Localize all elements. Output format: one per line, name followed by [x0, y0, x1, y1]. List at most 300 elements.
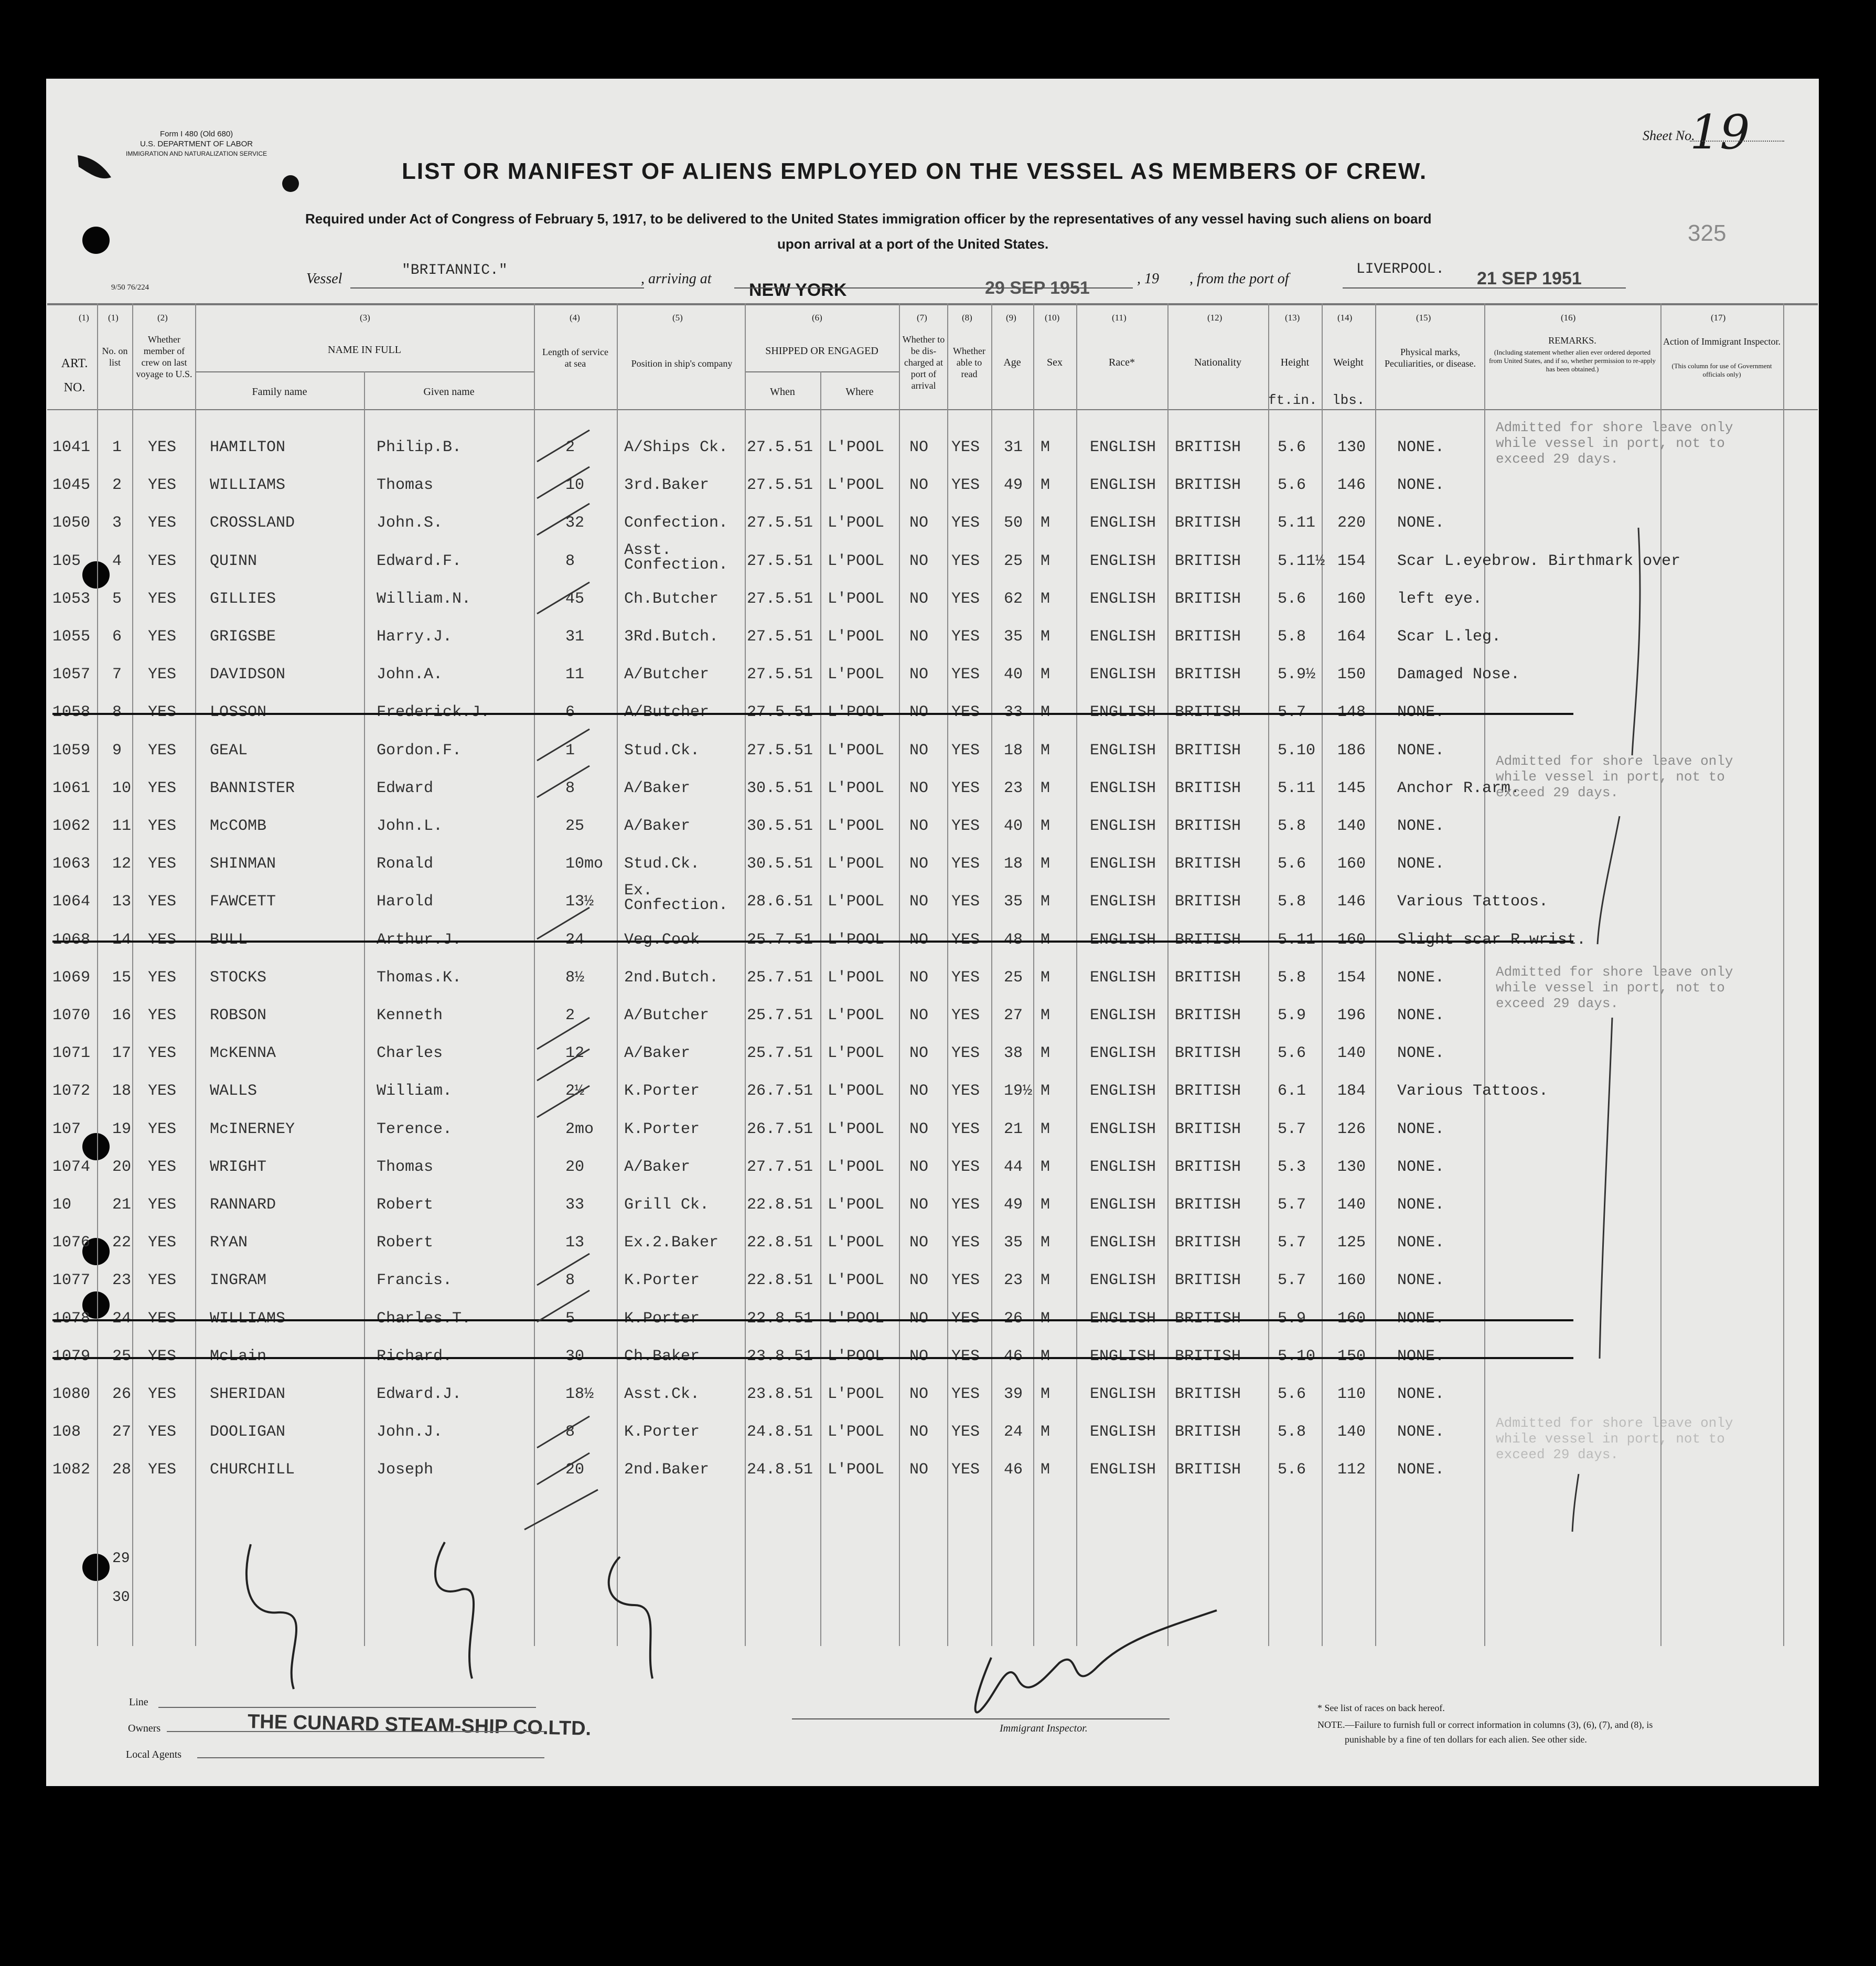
- cell-service-length: 8½: [565, 968, 585, 987]
- department-name: U.S. DEPARTMENT OF LABOR: [140, 140, 253, 148]
- cell-age: 40: [1004, 817, 1023, 835]
- cell-art-number: 1062: [52, 817, 91, 835]
- cell-height: 5.6: [1278, 1461, 1306, 1479]
- stamp-number: 325: [1688, 220, 1727, 246]
- header-shipped-engaged: SHIPPED OR ENGAGED: [765, 345, 878, 357]
- cell-able-to-read: YES: [951, 1158, 980, 1176]
- cell-position: Ex. Confection.: [624, 882, 728, 915]
- cell-weight: 150: [1337, 666, 1366, 684]
- cell-position: K.Porter: [624, 1082, 700, 1100]
- cell-shipped-when: 27.5.51: [747, 628, 813, 646]
- cell-age: 23: [1004, 779, 1023, 797]
- cell-able-to-read: YES: [951, 703, 980, 722]
- cell-family-name: CROSSLAND: [210, 514, 295, 532]
- ditto-pencil-line: [1572, 1474, 1579, 1532]
- cell-shipped-where: L'POOL: [828, 1158, 885, 1176]
- cell-nationality: BRITISH: [1175, 1158, 1241, 1176]
- cell-physical-marks: NONE.: [1397, 855, 1445, 873]
- cell-service-length: 13: [565, 1234, 585, 1252]
- cell-discharged: NO: [909, 1120, 929, 1138]
- cell-shipped-when: 22.8.51: [747, 1272, 813, 1290]
- header-age: Age: [1003, 357, 1021, 368]
- cell-shipped-where: L'POOL: [828, 893, 885, 911]
- cell-discharged: NO: [909, 817, 929, 835]
- cell-discharged: NO: [909, 476, 929, 495]
- cell-crew-before: YES: [148, 1423, 177, 1441]
- cell-given-name: Robert: [377, 1234, 434, 1252]
- header-action-inspector: Action of Immigrant Inspector.: [1663, 336, 1781, 347]
- cell-shipped-where: L'POOL: [828, 741, 885, 760]
- cell-race: ENGLISH: [1090, 1309, 1156, 1328]
- cell-age: 23: [1004, 1272, 1023, 1290]
- cell-given-name: William.N.: [377, 590, 471, 608]
- cell-art-number: 1068: [52, 931, 91, 949]
- cell-race: ENGLISH: [1090, 1007, 1156, 1024]
- vessel-name: "BRITANNIC.": [402, 262, 508, 279]
- cell-service-length: 45: [565, 590, 585, 608]
- squiggle-mark: [246, 1544, 296, 1689]
- cell-family-name: LOSSON: [210, 703, 267, 722]
- cell-shipped-when: 22.8.51: [747, 1234, 813, 1252]
- cell-sex: M: [1041, 703, 1050, 722]
- cell-shipped-where: L'POOL: [828, 1120, 885, 1138]
- header-able-to-read: Whether able to read: [953, 346, 985, 379]
- cell-shipped-when: 27.5.51: [747, 514, 813, 532]
- cell-position: 3rd.Baker: [624, 476, 710, 495]
- cell-service-length: 20: [565, 1461, 585, 1479]
- cell-family-name: RANNARD: [210, 1196, 276, 1214]
- cell-height: 5.10: [1278, 741, 1316, 760]
- cell-physical-marks: NONE.: [1397, 1347, 1445, 1365]
- cell-shipped-where: L'POOL: [828, 1309, 885, 1328]
- cell-crew-before: YES: [148, 817, 177, 835]
- cell-age: 50: [1004, 514, 1023, 532]
- cell-physical-marks: NONE.: [1397, 817, 1445, 835]
- cell-race: ENGLISH: [1090, 1234, 1156, 1252]
- cell-list-number: 21: [112, 1196, 132, 1214]
- cell-family-name: McLain: [210, 1347, 267, 1365]
- cell-nationality: BRITISH: [1175, 1461, 1241, 1479]
- cell-sex: M: [1041, 439, 1050, 456]
- header-height-unit: ft.in.: [1268, 392, 1317, 408]
- cell-given-name: Charles.T.: [377, 1309, 471, 1328]
- cell-physical-marks: NONE.: [1397, 514, 1445, 532]
- cell-discharged: NO: [909, 1309, 929, 1328]
- cell-family-name: ROBSON: [210, 1007, 267, 1024]
- cell-nationality: BRITISH: [1175, 1423, 1241, 1441]
- cell-nationality: BRITISH: [1175, 1309, 1241, 1328]
- sheet-number: 19: [1690, 105, 1750, 160]
- cell-age: 44: [1004, 1158, 1023, 1176]
- cell-shipped-where: L'POOL: [828, 1082, 885, 1100]
- cell-weight: 112: [1337, 1461, 1366, 1479]
- cell-given-name: Thomas: [377, 1158, 434, 1176]
- ditto-pencil-line: [1598, 816, 1620, 944]
- cell-nationality: BRITISH: [1175, 628, 1241, 646]
- cell-list-number: 18: [112, 1082, 132, 1100]
- cell-crew-before: YES: [148, 439, 177, 456]
- cell-given-name: Kenneth: [377, 1007, 443, 1024]
- cell-position: Grill Ck.: [624, 1196, 710, 1214]
- cell-height: 5.10: [1278, 1347, 1316, 1365]
- cell-race: ENGLISH: [1090, 1272, 1156, 1290]
- cell-service-length: 1: [565, 741, 575, 760]
- cell-height: 5.6: [1278, 855, 1306, 873]
- cell-able-to-read: YES: [951, 1082, 980, 1100]
- cell-service-length: 30: [565, 1347, 585, 1365]
- remark-stamp: Admitted for shore leave only while vessel in port, not to exceed 29 days.: [1496, 1415, 1733, 1462]
- cell-shipped-where: L'POOL: [828, 1385, 885, 1403]
- cell-height: 5.11: [1278, 514, 1316, 532]
- cell-height: 6.1: [1278, 1082, 1306, 1100]
- cell-able-to-read: YES: [951, 514, 980, 532]
- cell-physical-marks: NONE.: [1397, 1423, 1445, 1441]
- header-position: Position in ship's company: [631, 358, 733, 369]
- footnote-penalty: NOTE.—Failure to furnish full or correct information in columns (3), (6), (7), and (8), is: [1317, 1719, 1653, 1730]
- header-art-num: (1): [79, 313, 89, 323]
- cell-physical-marks: Damaged Nose.: [1397, 666, 1520, 684]
- cell-art-number: 107: [52, 1120, 81, 1138]
- cell-given-name: John.A.: [377, 666, 443, 684]
- cell-shipped-when: 30.5.51: [747, 779, 813, 797]
- cell-weight: 140: [1337, 1423, 1366, 1441]
- service-tick: [537, 1049, 589, 1081]
- cell-crew-before: YES: [148, 1272, 177, 1290]
- cell-weight: 126: [1337, 1120, 1366, 1138]
- cell-able-to-read: YES: [951, 741, 980, 760]
- header-shipped-num: (6): [812, 313, 822, 323]
- cell-position: 2nd.Butch.: [624, 968, 719, 987]
- header-crew-last-voyage: Whether member of crew on last voyage to U.S.: [136, 334, 192, 379]
- cell-age: 62: [1004, 590, 1023, 608]
- cell-crew-before: YES: [148, 1234, 177, 1252]
- cell-nationality: BRITISH: [1175, 1385, 1241, 1403]
- footer-agents-rule: [197, 1757, 544, 1758]
- cell-given-name: Edward.F.: [377, 552, 462, 570]
- inspector-rule: [792, 1718, 1170, 1719]
- cell-sex: M: [1041, 779, 1050, 797]
- cell-family-name: BANNISTER: [210, 779, 295, 797]
- cell-discharged: NO: [909, 514, 929, 532]
- cell-able-to-read: YES: [951, 968, 980, 987]
- cell-discharged: NO: [909, 1272, 929, 1290]
- cell-list-number: 5: [112, 590, 122, 608]
- cell-art-number: 1045: [52, 476, 91, 495]
- cell-sex: M: [1041, 514, 1050, 532]
- cell-nationality: BRITISH: [1175, 855, 1241, 873]
- cell-age: 46: [1004, 1461, 1023, 1479]
- cell-nationality: BRITISH: [1175, 590, 1241, 608]
- cell-race: ENGLISH: [1090, 590, 1156, 608]
- cell-shipped-where: L'POOL: [828, 779, 885, 797]
- cell-sex: M: [1041, 1272, 1050, 1290]
- departure-port: LIVERPOOL.: [1356, 261, 1445, 277]
- cell-family-name: WALLS: [210, 1082, 258, 1100]
- cell-art-number: 105: [52, 552, 81, 570]
- cell-position: Ch.Baker: [624, 1347, 700, 1365]
- cell-age: 31: [1004, 439, 1023, 456]
- cell-discharged: NO: [909, 1044, 929, 1063]
- cell-race: ENGLISH: [1090, 855, 1156, 873]
- cell-crew-before: YES: [148, 552, 177, 570]
- cell-service-length: 8: [565, 1423, 575, 1441]
- cell-height: 5.7: [1278, 703, 1306, 722]
- cell-race: ENGLISH: [1090, 476, 1156, 495]
- arrival-date: 29 SEP 1951: [985, 278, 1090, 298]
- cell-able-to-read: YES: [951, 1385, 980, 1403]
- service-tick: [537, 1290, 589, 1322]
- cell-shipped-where: L'POOL: [828, 1461, 885, 1479]
- cell-age: 38: [1004, 1044, 1023, 1063]
- cell-list-number: 23: [112, 1272, 132, 1290]
- cell-height: 5.7: [1278, 1196, 1306, 1214]
- cell-sex: M: [1041, 968, 1050, 987]
- cell-physical-marks: NONE.: [1397, 1158, 1445, 1176]
- cell-given-name: William.: [377, 1082, 453, 1100]
- cell-position: 3Rd.Butch.: [624, 628, 719, 646]
- header-physical-marks: Physical marks, Peculiarities, or disease.: [1385, 347, 1476, 369]
- cell-list-number: 10: [112, 779, 132, 797]
- cell-age: 39: [1004, 1385, 1023, 1403]
- cell-service-length: 5: [565, 1309, 575, 1328]
- cell-shipped-where: L'POOL: [828, 968, 885, 987]
- cell-weight: 125: [1337, 1234, 1366, 1252]
- cell-weight: 110: [1337, 1385, 1366, 1403]
- cell-physical-marks: NONE.: [1397, 1234, 1445, 1252]
- cell-list-number: 8: [112, 703, 122, 722]
- cell-race: ENGLISH: [1090, 1158, 1156, 1176]
- cell-position: K.Porter: [624, 1272, 700, 1290]
- cell-shipped-when: 25.7.51: [747, 931, 813, 949]
- cell-weight: 184: [1337, 1082, 1366, 1100]
- cell-list-number: 15: [112, 968, 132, 987]
- cell-sex: M: [1041, 1309, 1050, 1328]
- cell-physical-marks: NONE.: [1397, 1461, 1445, 1479]
- cell-height: 5.8: [1278, 968, 1306, 987]
- cell-shipped-where: L'POOL: [828, 1234, 885, 1252]
- cell-position: Confection.: [624, 514, 728, 532]
- cell-art-number: 1055: [52, 628, 91, 646]
- cell-sex: M: [1041, 855, 1050, 873]
- cell-sex: M: [1041, 1158, 1050, 1176]
- cell-position: K.Porter: [624, 1120, 700, 1138]
- header-discharged: Whether to be dis-charged at port of arrival: [902, 334, 945, 391]
- cell-able-to-read: YES: [951, 1272, 980, 1290]
- cell-height: 5.3: [1278, 1158, 1306, 1176]
- cell-service-length: 11: [565, 666, 585, 684]
- cell-given-name: Terence.: [377, 1120, 453, 1138]
- service-tick: [537, 467, 589, 498]
- cell-discharged: NO: [909, 1234, 929, 1252]
- cell-race: ENGLISH: [1090, 893, 1156, 911]
- cell-able-to-read: YES: [951, 1234, 980, 1252]
- cell-crew-before: YES: [148, 1347, 177, 1365]
- cell-discharged: NO: [909, 931, 929, 949]
- cell-art-number: 1074: [52, 1158, 91, 1176]
- cell-position: A/Baker: [624, 779, 691, 797]
- cell-height: 5.8: [1278, 1423, 1306, 1441]
- header-age-num: (9): [1006, 313, 1016, 323]
- cell-sex: M: [1041, 1385, 1050, 1403]
- service-tick: [537, 582, 589, 614]
- cell-crew-before: YES: [148, 893, 177, 911]
- inkblot-mark: [282, 175, 299, 192]
- squiggle-mark: [435, 1542, 474, 1679]
- cell-sex: M: [1041, 1120, 1050, 1138]
- vessel-label: Vessel: [306, 271, 342, 287]
- cell-list-number: 20: [112, 1158, 132, 1176]
- cell-service-length: 25: [565, 817, 585, 835]
- cell-able-to-read: YES: [951, 1120, 980, 1138]
- cell-sex: M: [1041, 1423, 1050, 1441]
- cell-position: K.Porter: [624, 1423, 700, 1441]
- cell-crew-before: YES: [148, 1461, 177, 1479]
- service-tick: [537, 504, 589, 535]
- cell-able-to-read: YES: [951, 893, 980, 911]
- cell-weight: 154: [1337, 552, 1366, 570]
- cell-able-to-read: YES: [951, 1044, 980, 1063]
- cell-list-number: 24: [112, 1309, 132, 1328]
- cell-family-name: WRIGHT: [210, 1158, 267, 1176]
- cell-sex: M: [1041, 552, 1050, 570]
- cell-art-number: 10: [52, 1196, 72, 1214]
- ditto-pencil-line: [1600, 1018, 1612, 1359]
- cell-list-number: 14: [112, 931, 132, 949]
- cell-art-number: 1061: [52, 779, 91, 797]
- cell-age: 33: [1004, 703, 1023, 722]
- cell-shipped-when: 27.5.51: [747, 552, 813, 570]
- subtitle-line1: Required under Act of Congress of February 5, 1917, to be delivered to the United States immigration officer by the representatives of any vessel having such aliens on board: [305, 211, 1432, 227]
- cell-art-number: 1078: [52, 1309, 91, 1328]
- from-label: , from the port of: [1189, 271, 1289, 287]
- cell-shipped-when: 26.7.51: [747, 1120, 813, 1138]
- cell-crew-before: YES: [148, 931, 177, 949]
- cell-race: ENGLISH: [1090, 514, 1156, 532]
- header-service-length: Length of service at sea: [542, 347, 608, 369]
- cell-height: 5.9: [1278, 1309, 1306, 1328]
- cell-height: 5.8: [1278, 628, 1306, 646]
- cell-shipped-where: L'POOL: [828, 1423, 885, 1441]
- cell-nationality: BRITISH: [1175, 1234, 1241, 1252]
- cell-shipped-when: 25.7.51: [747, 968, 813, 987]
- cell-weight: 148: [1337, 703, 1366, 722]
- cell-nationality: BRITISH: [1175, 741, 1241, 760]
- cell-sex: M: [1041, 1234, 1050, 1252]
- cell-shipped-when: 30.5.51: [747, 817, 813, 835]
- header-sex: Sex: [1047, 357, 1063, 368]
- cell-age: 35: [1004, 628, 1023, 646]
- cell-position: Stud.Ck.: [624, 741, 700, 760]
- cell-age: 25: [1004, 552, 1023, 570]
- footnote-races: * See list of races on back hereof.: [1317, 1703, 1445, 1713]
- cell-shipped-where: L'POOL: [828, 817, 885, 835]
- cell-physical-marks: NONE.: [1397, 968, 1445, 987]
- cell-list-number: 22: [112, 1234, 132, 1252]
- header-sex-num: (10): [1045, 313, 1060, 323]
- cell-able-to-read: YES: [951, 476, 980, 495]
- cell-weight: 140: [1337, 1044, 1366, 1063]
- header-height: Height: [1280, 357, 1310, 368]
- cell-service-length: 2½: [565, 1082, 585, 1100]
- arrival-port: NEW YORK: [749, 280, 847, 300]
- cell-weight: 145: [1337, 779, 1366, 797]
- footer-line-rule: [158, 1707, 536, 1708]
- service-tick: [537, 766, 589, 797]
- cell-discharged: NO: [909, 779, 929, 797]
- cell-shipped-where: L'POOL: [828, 628, 885, 646]
- cell-discharged: NO: [909, 703, 929, 722]
- cell-list-number: 2: [112, 476, 122, 495]
- cell-art-number: 1053: [52, 590, 91, 608]
- cell-discharged: NO: [909, 1007, 929, 1024]
- cell-list-number: 25: [112, 1347, 132, 1365]
- cell-family-name: McKENNA: [210, 1044, 276, 1063]
- cell-age: 19½: [1004, 1082, 1033, 1100]
- footer-agents-label: Local Agents: [126, 1749, 182, 1760]
- cell-age: 21: [1004, 1120, 1023, 1138]
- service-tick: [537, 1086, 589, 1117]
- cell-height: 5.8: [1278, 817, 1306, 835]
- cell-height: 5.8: [1278, 893, 1306, 911]
- header-weight-unit: lbs.: [1332, 392, 1365, 408]
- cell-list-number: 26: [112, 1385, 132, 1403]
- cell-discharged: NO: [909, 855, 929, 873]
- subtitle-line2: upon arrival at a port of the United States.: [777, 236, 1049, 252]
- cell-discharged: NO: [909, 1385, 929, 1403]
- cell-position: A/Butcher: [624, 666, 710, 684]
- cell-position: A/Butcher: [624, 703, 710, 722]
- cell-family-name: CHURCHILL: [210, 1461, 295, 1479]
- cell-able-to-read: YES: [951, 779, 980, 797]
- cell-age: 46: [1004, 1347, 1023, 1365]
- cell-race: ENGLISH: [1090, 666, 1156, 684]
- header-action-num: (17): [1711, 313, 1726, 323]
- cell-discharged: NO: [909, 590, 929, 608]
- cell-height: 5.6: [1278, 1044, 1306, 1063]
- cell-position: 2nd.Baker: [624, 1461, 710, 1479]
- header-when: When: [770, 386, 795, 398]
- cell-art-number: 1057: [52, 666, 91, 684]
- cell-art-number: 1070: [52, 1007, 91, 1024]
- inspector-label: Immigrant Inspector.: [1000, 1723, 1088, 1734]
- cell-shipped-when: 22.8.51: [747, 1196, 813, 1214]
- cell-discharged: NO: [909, 893, 929, 911]
- cell-list-number: 27: [112, 1423, 132, 1441]
- cell-shipped-when: 27.5.51: [747, 476, 813, 495]
- cell-nationality: BRITISH: [1175, 1272, 1241, 1290]
- cell-shipped-where: L'POOL: [828, 1347, 885, 1365]
- cell-position: A/Baker: [624, 1044, 691, 1063]
- cell-physical-marks: left eye.: [1397, 590, 1483, 608]
- cell-height: 5.9: [1278, 1007, 1306, 1024]
- cell-family-name: BULL: [210, 931, 248, 949]
- cell-art-number: 1079: [52, 1347, 91, 1365]
- cell-position: A/Butcher: [624, 1007, 710, 1024]
- cell-sex: M: [1041, 476, 1050, 495]
- service-tick: [537, 1416, 589, 1448]
- cell-race: ENGLISH: [1090, 703, 1156, 722]
- cell-nationality: BRITISH: [1175, 968, 1241, 987]
- cell-crew-before: YES: [148, 703, 177, 722]
- cell-crew-before: YES: [148, 1082, 177, 1100]
- cell-shipped-when: 27.5.51: [747, 439, 813, 456]
- cell-nationality: BRITISH: [1175, 514, 1241, 532]
- cell-sex: M: [1041, 1461, 1050, 1479]
- header-name-in-full: NAME IN FULL: [328, 344, 401, 356]
- cell-physical-marks: NONE.: [1397, 439, 1445, 456]
- cell-physical-marks: NONE.: [1397, 1309, 1445, 1328]
- cell-family-name: SHERIDAN: [210, 1385, 286, 1403]
